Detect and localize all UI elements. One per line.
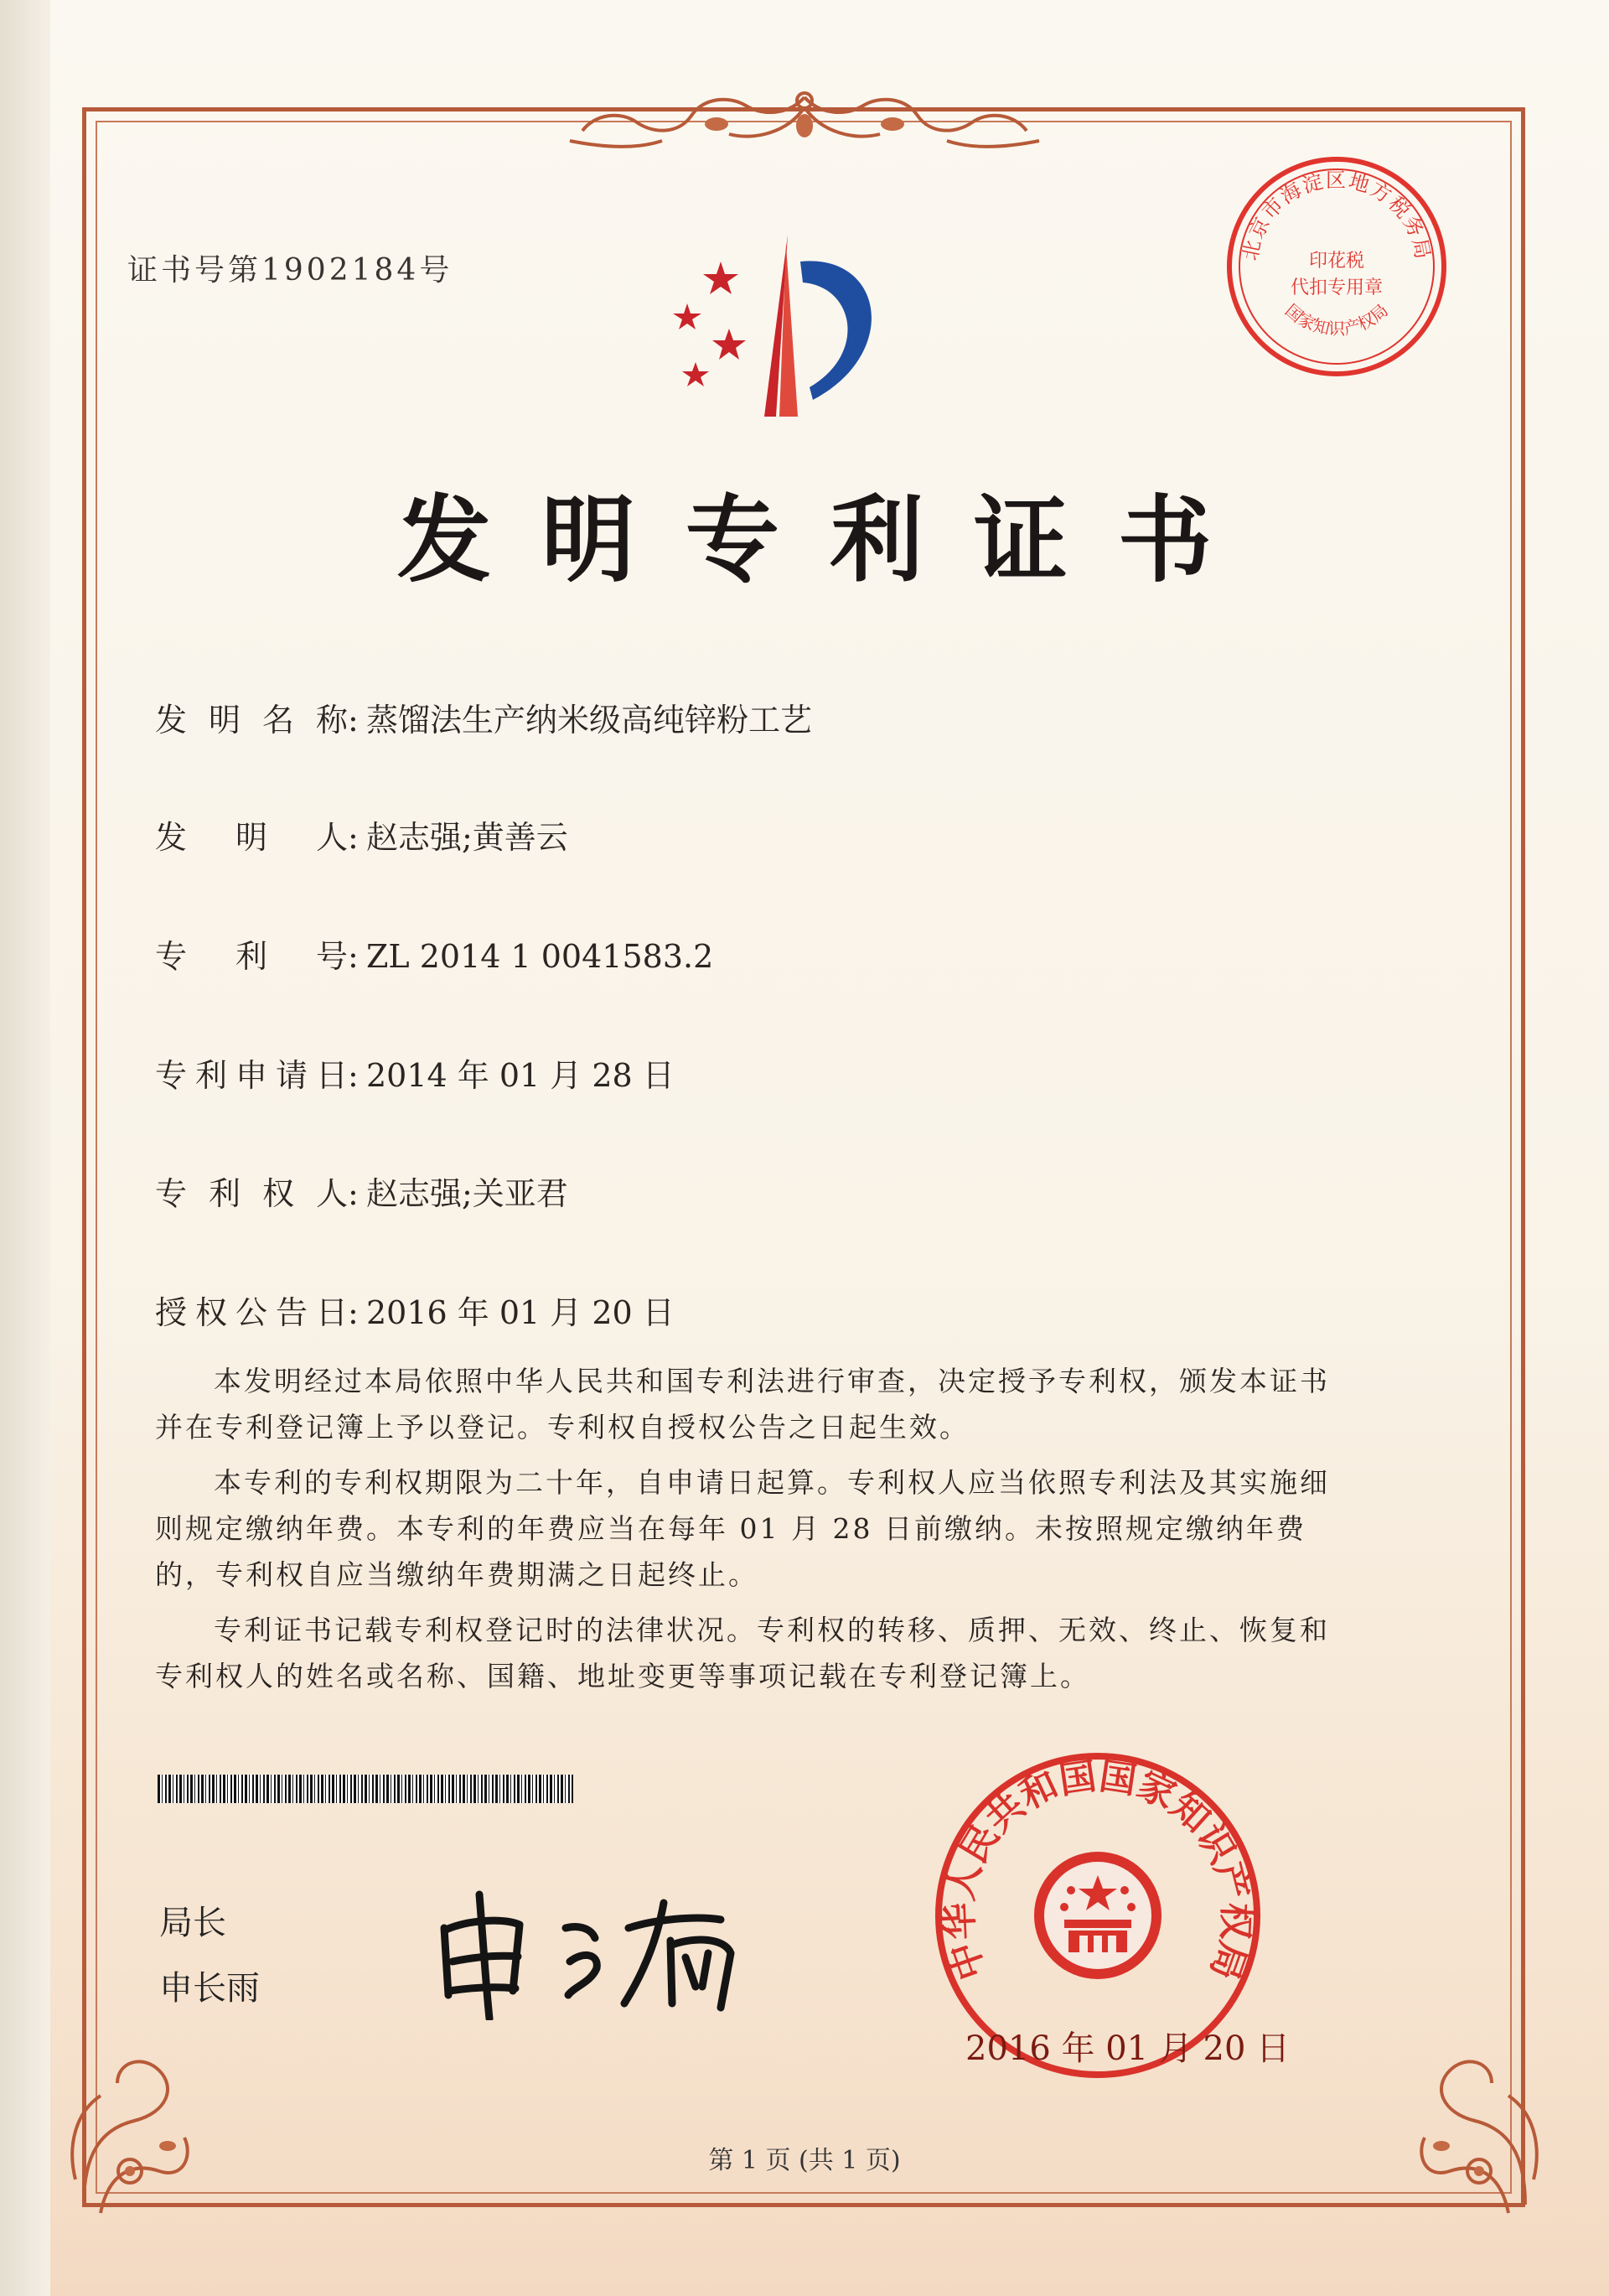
field-value: 赵志强;关亚君 [366,1175,568,1212]
bottom-right-ornament [1391,2003,1559,2221]
field-label: 授权公告日 [155,1294,348,1331]
field-label: 发明人 [155,819,348,856]
inner-border [96,121,1512,2194]
svg-text:国家知识产权局 [1281,300,1392,339]
national-emblem-icon [1034,1852,1161,1979]
body-paragraph: 本专利的专利权期限为二十年，自申请日起算。专利权人应当依照专利法及其实施细则规定缴纳年费。本专利的年费应当在每年 01 月 28 日前缴纳。未按照规定缴纳年费的，专利权自应当缴纳年费期满之日起终止。 [155,1466,1330,1591]
barcode [158,1775,573,1803]
field-value: ZL 2014 1 0041583.2 [366,938,714,975]
field-value: 赵志强;黄善云 [366,819,568,856]
field-value: 蒸馏法生产纳米级高纯锌粉工艺 [366,702,813,739]
body-paragraph: 专利证书记载专利权登记时的法律状况。专利权的转移、质押、无效、终止、恢复和专利权人的姓名或名称、国籍、地址变更等事项记载在专利登记簿上。 [155,1614,1330,1692]
field-invention-name: 发明名称: 蒸馏法生产纳米级高纯锌粉工艺 [155,694,812,740]
page-footer: 第 1 页 (共 1 页) [708,2146,901,2175]
director-name: 申长雨 [159,1969,260,2008]
field-grant-date: 授权公告日: 2016 年 01 月 20 日 [155,1287,675,1333]
tax-stamp-inner-line1: 印花税 [1308,251,1365,272]
field-label: 专利权人 [155,1175,348,1212]
certificate-body-text [155,1358,1353,1699]
official-seal-text: 中华人民共和国国家知识产权局 [938,1754,1258,1986]
certificate-title: 发明专利证书 [397,485,1262,595]
patent-office-logo-icon [654,228,905,429]
field-application-date: 专利申请日: 2014 年 01 月 28 日 [155,1050,675,1096]
field-value: 2016 年 01 月 20 日 [366,1294,675,1331]
bottom-left-ornament [50,2003,218,2221]
director-signature [419,1869,788,2020]
field-value: 2014 年 01 月 28 日 [366,1057,675,1094]
tax-stamp-seal [1219,149,1454,384]
top-ornament [536,82,1073,166]
seal-date: 2016 年 01 月 20 日 [965,2029,1291,2068]
tax-stamp-outer-text: 北京市海淀区地方税务局 [1238,168,1436,263]
certificate-number: 证书号第1902184号 [127,253,453,288]
director-title: 局长 [159,1904,226,1942]
field-inventors: 发明人: 赵志强;黄善云 [155,811,568,858]
field-patent-number: 专利号: ZL 2014 1 0041583.2 [155,930,713,977]
tax-stamp-bottom-text: 国家知识产权局 [1280,299,1393,339]
field-label: 发明名称 [155,702,348,739]
body-paragraph: 本发明经过本局依照中华人民共和国专利法进行审查，决定授予专利权，颁发本证书并在专利登记簿上予以登记。专利权自授权公告之日起生效。 [155,1365,1330,1443]
tax-stamp-inner-line2: 代扣专用章 [1290,277,1384,298]
field-label: 专利申请日 [155,1057,348,1094]
field-patentee: 专利权人: 赵志强;关亚君 [155,1168,568,1214]
field-label: 专利号 [155,938,348,975]
